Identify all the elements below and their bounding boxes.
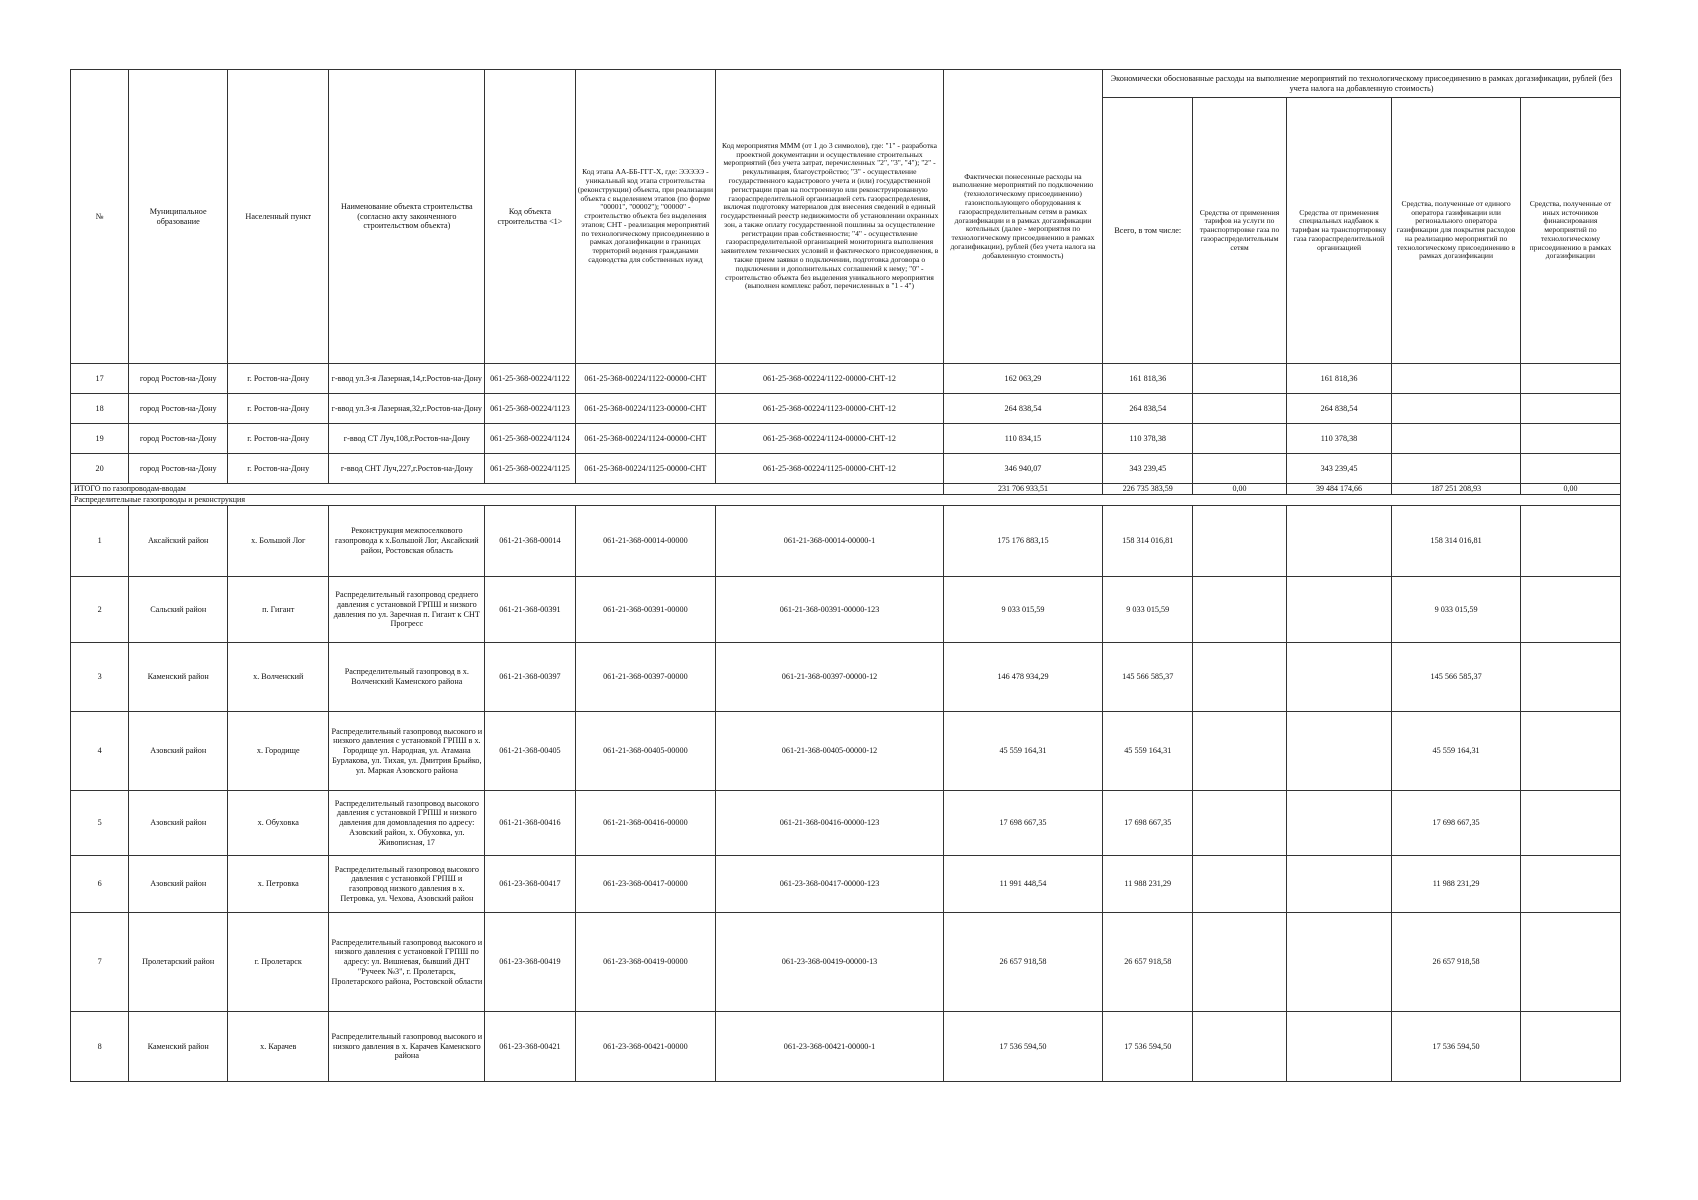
cell-operator [1392,364,1521,394]
cell-markup [1286,791,1392,856]
cell-measure-code: 061-25-368-00224/1124-00000-СНТ-12 [716,424,944,454]
header-total-incl: Всего, в том числе: [1103,98,1193,364]
cell-object-code: 061-23-368-00419 [485,913,575,1012]
cell-measure-code: 061-23-368-00417-00000-123 [716,856,944,913]
cell-object-code: 061-25-368-00224/1124 [485,424,575,454]
total-tariff: 0,00 [1193,484,1286,495]
cell-markup [1286,913,1392,1012]
header-object-code: Код объекта строительства <1> [485,70,575,364]
cell-markup: 343 239,45 [1286,454,1392,484]
cell-object-code: 061-21-368-00416 [485,791,575,856]
header-no: № [71,70,129,364]
cell-settlement: г. Ростов-на-Дону [228,394,329,424]
cell-actual: 17 536 594,50 [943,1012,1102,1082]
total-total: 226 735 383,59 [1103,484,1193,495]
cell-other [1520,364,1620,394]
cell-operator: 158 314 016,81 [1392,506,1521,577]
cell-total: 45 559 164,31 [1103,712,1193,791]
header-object-name: Наименование объекта строительства (согласно акту законченного строительством объекта) [329,70,485,364]
header-tariff-funds: Средства от применения тарифов на услуги по транспортировке газа по газораспределительным сетям [1193,98,1286,364]
cell-object-code: 061-25-368-00224/1122 [485,364,575,394]
cell-measure-code: 061-23-368-00421-00000-1 [716,1012,944,1082]
cell-settlement: г. Пролетарск [228,913,329,1012]
cell-object-name: Распределительный газопровод высокого давления с установкой ГРПШ и газопровод низкого давления в х. Петровка, ул. Чехова, Азовский район [329,856,485,913]
cell-operator: 9 033 015,59 [1392,577,1521,643]
cell-no: 20 [71,454,129,484]
cell-actual: 9 033 015,59 [943,577,1102,643]
cell-settlement: г. Ростов-на-Дону [228,424,329,454]
cell-no: 2 [71,577,129,643]
cell-markup [1286,577,1392,643]
cell-object-code: 061-21-368-00405 [485,712,575,791]
cell-municipality: Пролетарский район [129,913,228,1012]
cell-municipality: город Ростов-на-Дону [129,454,228,484]
cell-tariff [1193,643,1286,712]
cell-measure-code: 061-23-368-00419-00000-13 [716,913,944,1012]
cell-operator [1392,424,1521,454]
header-stage-code: Код этапа АА-ББ-ГГГ-Х, где: ЭЭЭЭЭ - уникальный код этапа строительства (реконструкции) объекта, при реализации объекта с выделением этапов (по форме "00001", "00002"); "00000" - строительство объекта без выделения этапов; СНТ - реализация мероприятий по технологическому присоединению в рамках догазификации в границах территорий ведения гражданами садоводства для собственных нужд [575,70,716,364]
cell-settlement: х. Городище [228,712,329,791]
cell-measure-code: 061-25-368-00224/1123-00000-СНТ-12 [716,394,944,424]
cell-settlement: х. Петровка [228,856,329,913]
table-row [71,791,1621,856]
cell-total: 158 314 016,81 [1103,506,1193,577]
cell-tariff [1193,913,1286,1012]
table-row [71,1012,1621,1082]
cell-tariff [1193,577,1286,643]
cell-object-code: 061-23-368-00421 [485,1012,575,1082]
cell-settlement: х. Волченский [228,643,329,712]
cell-actual: 146 478 934,29 [943,643,1102,712]
cell-municipality: город Ростов-на-Дону [129,364,228,394]
cell-stage-code: 061-21-368-00416-00000 [575,791,716,856]
table-row [71,506,1621,577]
cell-tariff [1193,394,1286,424]
header-measure-code: Код мероприятия ММM (от 1 до 3 символов), где: "1" - разработка проектной документации и осуществление строительных мероприятий (без учета затрат, перечисленных "2", "3", "4"); "2" - рекультивация, благоустройство; "3" - осуществление государственного кадастрового учета и (или) государственной регистрации прав на построенную или реконструированную газораспределительной организацией сеть газораспределения, включая подготовку материалов для внесения сведений в единый государственный реестр недвижимости об установлении охранных зон, а также оплату государственной пошлины за осуществление регистрации прав собственности; "4" - осуществление газораспределительной организацией мониторинга выполнения заявителем технических условий и фактического присоединения, в также прием заявки о подключении, подготовка договора о подключении и дополнительных соглашений к нему; "0" - строительство объекта без выделения уникального мероприятия (выполнен комплекс работ, перечисленных в "1 - 4") [716,70,944,364]
cell-other [1520,643,1620,712]
cell-total: 264 838,54 [1103,394,1193,424]
cell-measure-code: 061-21-368-00397-00000-12 [716,643,944,712]
cell-total: 110 378,38 [1103,424,1193,454]
cell-actual: 264 838,54 [943,394,1102,424]
cell-actual: 175 176 883,15 [943,506,1102,577]
cell-markup [1286,712,1392,791]
cell-operator [1392,394,1521,424]
table-row [71,454,1621,484]
cell-municipality: Каменский район [129,1012,228,1082]
total-actual: 231 706 933,51 [943,484,1102,495]
cell-no: 1 [71,506,129,577]
cell-measure-code: 061-25-368-00224/1122-00000-СНТ-12 [716,364,944,394]
cell-object-name: Реконструкция межпоселкового газопровода к х.Большой Лог, Аксайский район, Ростовская область [329,506,485,577]
cell-settlement: г. Ростов-на-Дону [228,454,329,484]
cell-measure-code: 061-25-368-00224/1125-00000-СНТ-12 [716,454,944,484]
table-row [71,424,1621,454]
cell-other [1520,791,1620,856]
cell-object-name: Распределительный газопровод высокого и низкого давления с установкой ГРПШ в х. Городище ул. Народная, ул. Атамана Бурлакова, ул. Тихая, ул. Дмитрия Брыйко, ул. Маркая Азовского района [329,712,485,791]
cell-other [1520,913,1620,1012]
cell-object-code: 061-21-368-00391 [485,577,575,643]
cell-measure-code: 061-21-368-00405-00000-12 [716,712,944,791]
table-row [71,364,1621,394]
section-label: Распределительные газопроводы и реконструкция [71,495,1621,506]
table-row [71,712,1621,791]
header-group-title: Экономически обоснованные расходы на выполнение мероприятий по технологическому присоединению в рамках догазификации, рублей (без учета налога на добавленную стоимость) [1103,70,1621,98]
cell-markup [1286,506,1392,577]
cell-stage-code: 061-21-368-00405-00000 [575,712,716,791]
table-row [71,856,1621,913]
cell-object-name: Распределительный газопровод среднего давления с установкой ГРПШ и низкого давления по ул. Заречная п. Гигант к СНТ Прогресс [329,577,485,643]
table-row [71,643,1621,712]
cell-no: 4 [71,712,129,791]
cell-markup [1286,856,1392,913]
cell-municipality: Каменский район [129,643,228,712]
cell-other [1520,454,1620,484]
cell-operator: 45 559 164,31 [1392,712,1521,791]
cell-tariff [1193,712,1286,791]
cell-tariff [1193,454,1286,484]
cell-actual: 17 698 667,35 [943,791,1102,856]
cell-no: 6 [71,856,129,913]
cell-no: 8 [71,1012,129,1082]
cell-stage-code: 061-21-368-00014-00000 [575,506,716,577]
cell-municipality: Азовский район [129,791,228,856]
cell-stage-code: 061-23-368-00417-00000 [575,856,716,913]
cell-stage-code: 061-25-368-00224/1125-00000-СНТ [575,454,716,484]
cell-markup [1286,1012,1392,1082]
cell-actual: 346 940,07 [943,454,1102,484]
cell-total: 9 033 015,59 [1103,577,1193,643]
cell-markup: 264 838,54 [1286,394,1392,424]
cell-object-code: 061-25-368-00224/1125 [485,454,575,484]
cell-operator: 11 988 231,29 [1392,856,1521,913]
total-operator: 187 251 208,93 [1392,484,1521,495]
cell-settlement: г. Ростов-на-Дону [228,364,329,394]
cell-no: 3 [71,643,129,712]
header-special-markup: Средства от применения специальных надбавок к тарифам на транспортировку газа газораспределительной организацией [1286,98,1392,364]
section-row [71,495,1621,506]
cell-other [1520,1012,1620,1082]
cell-other [1520,506,1620,577]
cell-object-name: Распределительный газопровод высокого и низкого давления с установкой ГРПШ по адресу: ул. Вишневая, бывший ДНТ "Ручеек №3", г. Пролетарск, Пролетарского района, Ростовской области [329,913,485,1012]
cell-object-name: г-ввод СТ Луч,108,г.Ростов-на-Дону [329,424,485,454]
cell-municipality: Азовский район [129,712,228,791]
cell-settlement: х. Обуховка [228,791,329,856]
cell-no: 19 [71,424,129,454]
cell-operator [1392,454,1521,484]
total-other: 0,00 [1520,484,1620,495]
total-markup: 39 484 174,66 [1286,484,1392,495]
cell-other [1520,394,1620,424]
cell-no: 7 [71,913,129,1012]
cell-tariff [1193,424,1286,454]
cell-stage-code: 061-25-368-00224/1123-00000-СНТ [575,394,716,424]
cell-municipality: Аксайский район [129,506,228,577]
cell-measure-code: 061-21-368-00014-00000-1 [716,506,944,577]
cell-object-name: Распределительный газопровод в х. Волченский Каменского района [329,643,485,712]
cell-total: 161 818,36 [1103,364,1193,394]
header-actual-costs: Фактически понесенные расходы на выполнение мероприятий по подключению (технологическому присоединению) газоиспользующего оборудования к газораспределительным сетям в рамках догазификации и в рамках догазификации котельных (далее - мероприятия по технологическому присоединению в рамках догазификации), рублей (без учета налога на добавленную стоимость) [943,70,1102,364]
cell-no: 5 [71,791,129,856]
table-row [71,913,1621,1012]
cell-actual: 11 991 448,54 [943,856,1102,913]
cell-total: 11 988 231,29 [1103,856,1193,913]
cell-markup: 161 818,36 [1286,364,1392,394]
cell-stage-code: 061-25-368-00224/1124-00000-СНТ [575,424,716,454]
cell-total: 343 239,45 [1103,454,1193,484]
cell-no: 18 [71,394,129,424]
cell-object-code: 061-25-368-00224/1123 [485,394,575,424]
header-row-top [71,70,1621,98]
cell-object-name: Распределительный газопровод высокого и низкого давления в х. Карачев Каменского района [329,1012,485,1082]
cell-settlement: п. Гигант [228,577,329,643]
header-operator-funds: Средства, полученные от единого оператора газификации или регионального оператора газификации для покрытия расходов на реализацию мероприятий по технологическому присоединению в рамках догазификации [1392,98,1521,364]
cell-tariff [1193,856,1286,913]
cell-stage-code: 061-21-368-00397-00000 [575,643,716,712]
cell-total: 17 698 667,35 [1103,791,1193,856]
cell-municipality: Сальский район [129,577,228,643]
table-row [71,394,1621,424]
table-row [71,577,1621,643]
cell-tariff [1193,364,1286,394]
cell-stage-code: 061-23-368-00421-00000 [575,1012,716,1082]
cell-total: 26 657 918,58 [1103,913,1193,1012]
cell-other [1520,577,1620,643]
cell-tariff [1193,506,1286,577]
cell-measure-code: 061-21-368-00391-00000-123 [716,577,944,643]
cell-total: 17 536 594,50 [1103,1012,1193,1082]
cell-markup: 110 378,38 [1286,424,1392,454]
cell-object-code: 061-21-368-00397 [485,643,575,712]
cell-tariff [1193,791,1286,856]
cell-actual: 45 559 164,31 [943,712,1102,791]
cell-municipality: город Ростов-на-Дону [129,394,228,424]
cell-stage-code: 061-21-368-00391-00000 [575,577,716,643]
cell-settlement: х. Карачев [228,1012,329,1082]
cell-no: 17 [71,364,129,394]
cell-object-name: Распределительный газопровод высокого давления с установкой ГРПШ и низкого давления для домовладения по адресу: Азовский район, х. Обуховка, ул. Живописная, 17 [329,791,485,856]
cell-operator: 17 536 594,50 [1392,1012,1521,1082]
total-label: ИТОГО по газопроводам-вводам [71,484,944,495]
header-settlement: Населенный пункт [228,70,329,364]
total-row [71,484,1621,495]
cell-object-code: 061-23-368-00417 [485,856,575,913]
cell-municipality: Азовский район [129,856,228,913]
header-other-sources: Средства, полученные от иных источников финансирования мероприятий по технологическому присоединению в рамках догазификации [1520,98,1620,364]
cell-municipality: город Ростов-на-Дону [129,424,228,454]
cell-operator: 26 657 918,58 [1392,913,1521,1012]
cell-actual: 26 657 918,58 [943,913,1102,1012]
cell-actual: 162 063,29 [943,364,1102,394]
cell-stage-code: 061-23-368-00419-00000 [575,913,716,1012]
cell-other [1520,424,1620,454]
cell-tariff [1193,1012,1286,1082]
cell-object-name: г-ввод ул.3-я Лазерная,14,г.Ростов-на-Дону [329,364,485,394]
cell-total: 145 566 585,37 [1103,643,1193,712]
cell-object-name: г-ввод СНТ Луч,227,г.Ростов-на-Дону [329,454,485,484]
cell-actual: 110 834,15 [943,424,1102,454]
cell-operator: 17 698 667,35 [1392,791,1521,856]
data-sheet [70,69,1621,1082]
cell-object-name: г-ввод ул.3-я Лазерная,32,г.Ростов-на-Дону [329,394,485,424]
cell-stage-code: 061-25-368-00224/1122-00000-СНТ [575,364,716,394]
cell-measure-code: 061-21-368-00416-00000-123 [716,791,944,856]
cell-other [1520,856,1620,913]
cell-operator: 145 566 585,37 [1392,643,1521,712]
cell-settlement: х. Большой Лог [228,506,329,577]
costs-table [70,69,1621,1082]
cell-markup [1286,643,1392,712]
cell-object-code: 061-21-368-00014 [485,506,575,577]
header-municipality: Муниципальное образование [129,70,228,364]
cell-other [1520,712,1620,791]
